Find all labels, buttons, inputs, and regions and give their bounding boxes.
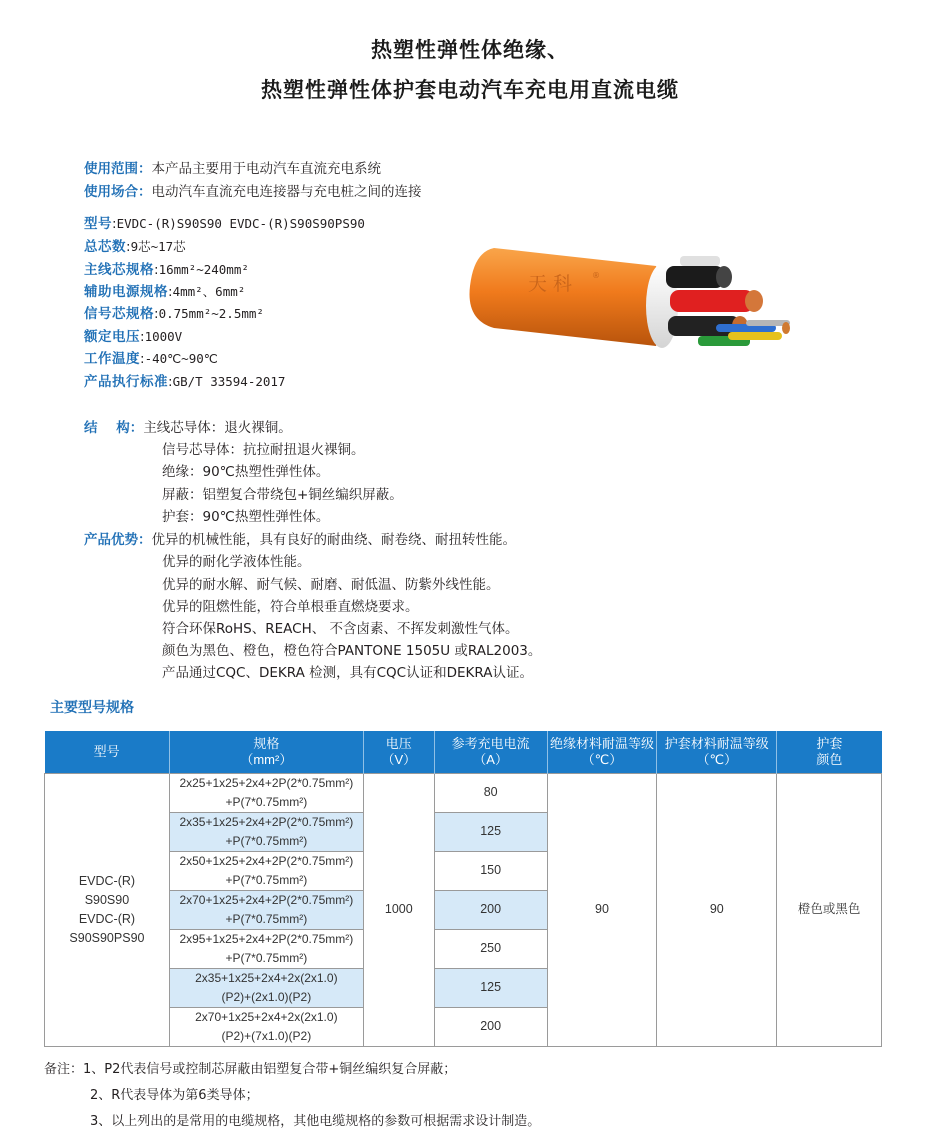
spec-value: GB/T 33594-2017	[172, 374, 286, 389]
cable-brand-text: 天科	[528, 273, 579, 295]
cell-model: EVDC-(R) S90S90 EVDC-(R) S90S90PS90	[45, 773, 170, 1046]
spec-table	[44, 731, 882, 1047]
structure-item: 信号芯导体：抗拉耐扭退火裸铜。	[162, 442, 365, 458]
cell-spec: 2x35+1x25+2x4+2P(2*0.75mm²) +P(7*0.75mm²)	[169, 812, 363, 851]
cell-current: 125	[434, 968, 547, 1007]
usage-scope-label: 使用范围：	[84, 161, 152, 177]
usage-occasion	[84, 180, 422, 200]
spec-model: 型号:EVDC-(R)S90S90 EVDC-(R)S90S90PS90	[84, 216, 365, 232]
spec-standard: 产品执行标准:GB/T 33594-2017	[84, 374, 286, 390]
cell-sheath-color: 橙色或黑色	[777, 773, 882, 1046]
spec-value: -40℃~90℃	[144, 351, 218, 366]
page-title-line-2: 热塑性弹性体护套电动汽车充电用直流电缆	[261, 78, 679, 102]
advantage-item: 优异的耐化学液体性能。	[162, 554, 311, 570]
note-3: 3、以上列出的是常用的电缆规格，其他电缆规格的参数可根据需求设计制造。	[90, 1114, 541, 1129]
table-title: 主要型号规格	[50, 700, 134, 716]
header-sheath-temp: 护套材料耐温等级 （℃）	[657, 731, 777, 773]
header-voltage: 电压 （V）	[363, 731, 434, 773]
spec-value: 4mm²、6mm²	[172, 284, 246, 299]
table-row	[45, 773, 882, 812]
usage-scope	[84, 157, 381, 177]
structure-label: 结 构：	[84, 420, 144, 436]
cable-core-red	[670, 290, 754, 312]
spec-aux-power: 辅助电源规格:4mm²、6mm²	[84, 284, 246, 300]
structure-item: 屏蔽：铝塑复合带绕包+铜丝编织屏蔽。	[162, 487, 403, 503]
spec-value: 9芯~17芯	[130, 239, 186, 254]
header-current: 参考充电电流 （A）	[434, 731, 547, 773]
cell-current: 125	[434, 812, 547, 851]
spec-label: 工作温度	[84, 351, 140, 367]
cell-current: 80	[434, 773, 547, 812]
advantage-item: 符合环保RoHS、REACH、 不含卤素、不挥发刺激性气体。	[162, 621, 519, 637]
cable-brand-mark: ®	[592, 271, 600, 280]
advantage-item: 优异的耐水解、耐气候、耐磨、耐低温、防紫外线性能。	[162, 577, 500, 593]
spec-main-core: 主线芯规格:16mm²~240mm²	[84, 262, 249, 278]
cell-voltage: 1000	[363, 773, 434, 1046]
spec-label: 辅助电源规格	[84, 284, 168, 300]
advantage-item: 优异的机械性能，具有良好的耐曲绕、耐卷绕、耐扭转性能。	[151, 532, 516, 548]
cell-spec: 2x50+1x25+2x4+2P(2*0.75mm²) +P(7*0.75mm²)	[169, 851, 363, 890]
structure-item: 主线芯导体：退火裸铜。	[143, 420, 292, 436]
usage-occasion-label: 使用场合：	[84, 184, 152, 200]
cell-insulation-temp: 90	[547, 773, 657, 1046]
note-2: 2、R代表导体为第6类导体；	[90, 1088, 259, 1103]
header-sheath-color: 护套 颜色	[777, 731, 882, 773]
spec-operating-temp: 工作温度:-40℃~90℃	[84, 351, 218, 367]
cable-core-white	[680, 256, 720, 266]
note-1: 备注：1、P2代表信号或控制芯屏蔽由铝塑复合带+铜丝编织复合屏蔽；	[44, 1062, 457, 1077]
spec-rated-voltage: 额定电压:1000V	[84, 329, 183, 345]
table-header-row	[45, 731, 882, 773]
spec-signal-core: 信号芯规格:0.75mm²~2.5mm²	[84, 306, 264, 322]
spec-label: 主线芯规格	[84, 262, 154, 278]
cable-signal-end	[782, 322, 790, 334]
spec-value: EVDC-(R)S90S90 EVDC-(R)S90S90PS90	[116, 216, 365, 231]
cell-spec: 2x35+1x25+2x4+2x(2x1.0) (P2)+(2x1.0)(P2)	[169, 968, 363, 1007]
advantage-item: 产品通过CQC、DEKRA 检测，具有CQC认证和DEKRA认证。	[162, 665, 533, 681]
cell-current: 250	[434, 929, 547, 968]
header-insulation-temp: 绝缘材料耐温等级 （℃）	[547, 731, 657, 773]
structure-item: 护套：90℃热塑性弹性体。	[162, 509, 330, 525]
usage-occasion-value: 电动汽车直流充电连接器与充电桩之间的连接	[151, 184, 422, 200]
cell-spec: 2x25+1x25+2x4+2P(2*0.75mm²) +P(7*0.75mm²)	[169, 773, 363, 812]
spec-total-cores: 总芯数:9芯~17芯	[84, 239, 186, 255]
spec-label: 额定电压	[84, 329, 140, 345]
cable-core-black	[666, 266, 724, 288]
cable-illustration	[466, 228, 806, 378]
spec-value: 16mm²~240mm²	[158, 262, 249, 277]
spec-value: 1000V	[144, 329, 183, 344]
usage-scope-value: 本产品主要用于电动汽车直流充电系统	[151, 161, 381, 177]
cell-spec: 2x95+1x25+2x4+2P(2*0.75mm²) +P(7*0.75mm²)	[169, 929, 363, 968]
cable-core-yellow	[728, 332, 782, 340]
advantage-item: 颜色为黑色、橙色，橙色符合PANTONE 1505U 或RAL2003。	[162, 643, 542, 659]
header-model: 型号	[45, 731, 170, 773]
cell-spec: 2x70+1x25+2x4+2x(2x1.0) (P2)+(7x1.0)(P2)	[169, 1007, 363, 1046]
cell-current: 200	[434, 1007, 547, 1046]
advantages-label: 产品优势：	[84, 532, 152, 548]
cable-sheath	[470, 248, 664, 346]
spec-value: 0.75mm²~2.5mm²	[158, 306, 264, 321]
header-spec: 规格 （mm²）	[169, 731, 363, 773]
advantages-first-line	[84, 528, 516, 548]
cell-sheath-temp: 90	[657, 773, 777, 1046]
cable-core-end	[716, 266, 732, 288]
cell-current: 150	[434, 851, 547, 890]
page-title-line-1: 热塑性弹性体绝缘、	[371, 38, 569, 62]
spec-label: 型号	[84, 216, 112, 232]
spec-label: 信号芯规格	[84, 306, 154, 322]
structure-first-line	[84, 416, 292, 436]
spec-label: 总芯数	[84, 239, 126, 255]
cell-current: 200	[434, 890, 547, 929]
cell-spec: 2x70+1x25+2x4+2P(2*0.75mm²) +P(7*0.75mm²)	[169, 890, 363, 929]
structure-item: 绝缘：90℃热塑性弹性体。	[162, 464, 330, 480]
advantage-item: 优异的阻燃性能，符合单根垂直燃烧要求。	[162, 599, 419, 615]
spec-label: 产品执行标准	[84, 374, 168, 390]
cable-core-copper	[745, 290, 763, 312]
